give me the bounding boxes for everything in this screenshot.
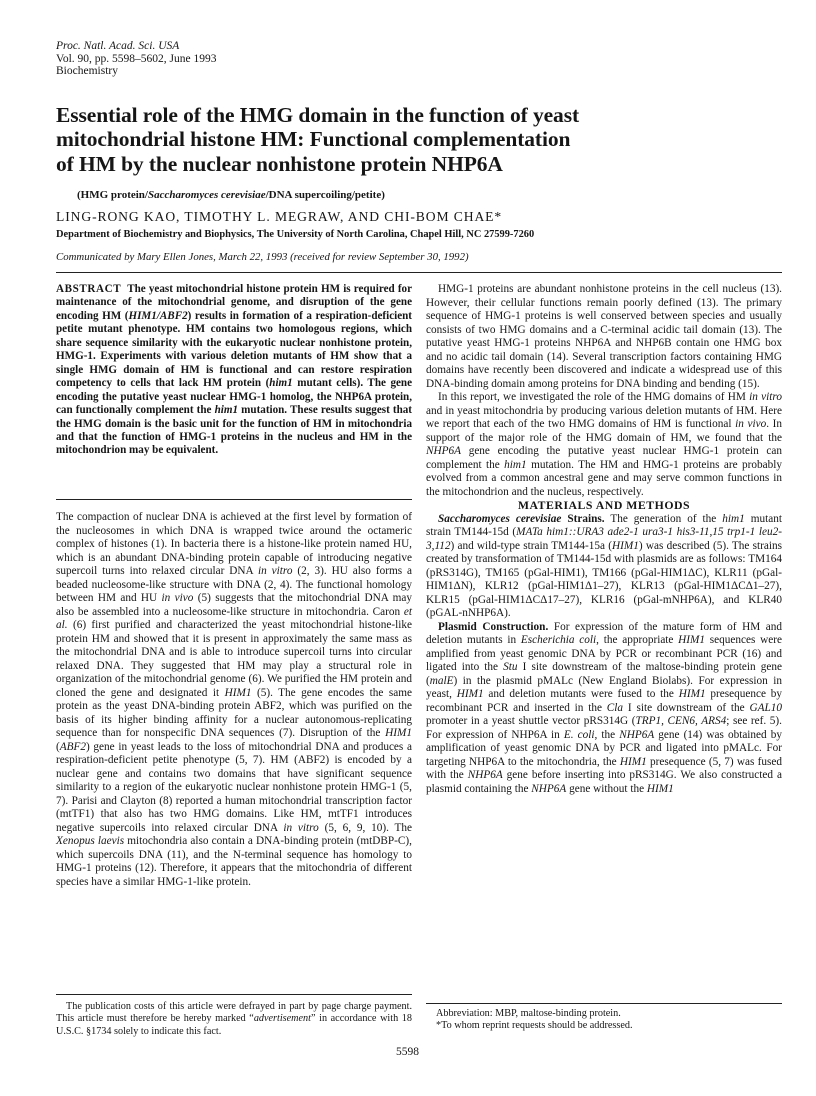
text-italic: HIM1	[646, 782, 674, 795]
text-run: The compaction of nuclear DNA is achieved at the first level by formation of the nucleosomes in which DNA is wrapped twice around the octameric complex of histones (1). In bacteria there is a histone-like protein named HU, which is an abundant DNA-binding protein capable of introducing negative supercoil turns into relaxed circular DNA	[56, 511, 412, 577]
abstract-text: ) results in formation of a respiration-deficient petite mutant phenotype. HM contains two homologous regions, which share sequence similarity with the eukaryotic nuclear nonhistone protein, HMG-1. Experiments with various deletion mutants of HM show that a single HMG domain of HM is functional and can restore respiration competency to cells that lack HM protein (	[56, 309, 413, 390]
text-run: ) was described (5). The strains created by transformation of TM144-15d with plasmids are as follows: TM164 (pRS314G), TM165 (pGal-HIM1), TM166 (pGal-HIM1ΔC), KLR11 (pGal-HIM1ΔN), KLR12 (pGal-HIM1Δ1–27), KLR13 (pGal-HIM1ΔCΔ1–27), KLR15 (pGal-HIM1ΔCΔ17–27), KLR16 (pGal-mNHP6A), and KLR40 (pGAL-nNHP6A).	[426, 539, 782, 619]
abstract-gene: HIM1/ABF2	[128, 309, 188, 322]
keywords-part: (HMG protein/	[77, 189, 148, 201]
text-italic: NHP6A	[619, 728, 655, 741]
text-run: For expression of the mature form of HM and deletion mutants in	[426, 620, 783, 646]
text-italic: NHP6A	[467, 769, 503, 781]
text-run: (2, 3). HU also forms a beaded nucleosome-like structure with DNA (2, 4). The functional homology between HM and HU	[56, 565, 412, 604]
text-italic: HIM1	[385, 727, 412, 739]
text-italic: Stu	[503, 661, 518, 673]
text-run: and in yeast mitochondria by producing various deletion mutants of HM. Here we report that each of the two HMG domains of HM is functional	[426, 404, 782, 430]
section-label: Biochemistry	[56, 65, 118, 78]
header-rule	[56, 272, 782, 273]
page-number: 5598	[396, 1046, 419, 1058]
text-run: sequences were amplified from yeast genomic DNA by PCR or recombinant PCR (16) and ligated into the	[426, 634, 782, 673]
text-run: I site downstream of the	[623, 701, 750, 714]
text-italic: in vitro	[257, 565, 293, 577]
journal-name: Proc. Natl. Acad. Sci. USA	[56, 40, 180, 52]
text-italic: malE	[429, 674, 454, 687]
text-run: (5) suggests that the mitochondrial DNA may also be assembled into a nucleosome-like structure in mitochondria. Caron	[56, 592, 413, 618]
abbreviation-note: Abbreviation: MBP, maltose-binding protein.	[436, 1008, 621, 1019]
text-italic: in vitro	[283, 821, 319, 834]
text-italic: HIM1	[678, 688, 706, 700]
authors: LING-RONG KAO, TIMOTHY L. MEGRAW, AND CHI-BOM CHAE*	[56, 209, 503, 224]
abstract-heading: ABSTRACT	[56, 283, 122, 295]
keywords-species: Saccharomyces cerevisiae	[147, 189, 266, 201]
abstract	[56, 283, 412, 458]
text-italic: Xenopus laevis	[56, 835, 125, 847]
text-italic: HIM1	[456, 688, 484, 700]
abstract-gene: him1	[214, 404, 239, 417]
text-run: In this report, we investigated the role of the HMG domains of HM	[438, 391, 750, 403]
intro-paragraph-3	[426, 391, 782, 499]
reprint-note: *To whom reprint requests should be addressed.	[436, 1020, 633, 1032]
text-italic: HIM1	[678, 634, 706, 646]
runin-italic: Saccharomyces cerevisiae	[438, 512, 562, 525]
abstract-text: The yeast mitochondrial histone protein HM is required for maintenance of the mitochondrial genome, and disruption of the gene encoding HM (	[56, 283, 412, 322]
text-run: gene (14) was obtained by amplification of yeast genomic DNA by PCR and ligated into pMALc. For targeting NHP6A to the mitochondria, the	[426, 728, 782, 768]
footnote-rule-left	[56, 994, 412, 995]
strains-paragraph	[426, 513, 782, 621]
methods-heading: MATERIALS AND METHODS	[517, 498, 691, 512]
footnote-rule-right	[426, 1003, 782, 1004]
page-charge-text	[56, 1001, 412, 1038]
page-charge-footnote	[56, 1001, 412, 1038]
text-italic: HIM1	[612, 539, 639, 552]
text-italic: ABF2	[59, 740, 86, 753]
text-run: (	[56, 740, 60, 753]
text-italic: E. coli	[563, 728, 595, 741]
text-run: , the	[594, 728, 620, 741]
text-run: gene before inserting into pRS314G. We also constructed a plasmid containing the	[426, 769, 782, 795]
text-run: (6) first purified and characterized the yeast mitochondrial histone-like protein HM and showed that it is present in approximately the same mass as the mitochondrial DNA and is able to introduce supercoil turns into circular relaxed DNA. They suggested that HM may play a structural role in organization of the mitochondrial genome (6). We purified the HM protein and cloned the gene and designated it	[56, 619, 412, 699]
text-italic: HIM1	[224, 686, 252, 699]
text-run: (5). The gene encodes the same protein as the yeast DNA-binding protein ABF2, which was purified on the basis of its higher binding affinity for a nuclear autonomous-replicating sequence than for nonspecific DNA sequences (7). Disruption of the	[56, 686, 412, 739]
text-run: promoter in a yeast shuttle vector pRS314G (	[426, 715, 636, 727]
text-italic: NHP6A	[531, 782, 567, 795]
keywords-part: /DNA supercoiling/petite)	[265, 189, 385, 201]
communicated-line: Communicated by Mary Ellen Jones, March 22, 1993 (received for review September 30, 1992)	[56, 251, 469, 263]
text-run: gene without the	[566, 782, 647, 795]
text-run: gene encoding the putative yeast nuclear HMG-1 protein can complement the	[426, 445, 782, 471]
title-line-2: mitochondrial histone HM: Functional complementation	[56, 127, 571, 152]
text-run: and deletion mutants were fused to the	[483, 688, 679, 700]
text-italic: MATa him1::URA3 ade2-1 ura3-1 his3-11,15 trp1-1 leu2-3,112	[426, 526, 782, 552]
text-italic: TRP1, CEN6, ARS4	[635, 715, 727, 727]
text-run: ) in the plasmid pMALc (New England Biolabs). For expression in yeast,	[426, 674, 782, 700]
text-run: The publication costs of this article were defrayed in part by page charge payment. This article must therefore be hereby marked “	[56, 1001, 412, 1025]
volume-line: Vol. 90, pp. 5598–5602, June 1993	[56, 52, 217, 65]
text-run: ; see ref. 5). For expression of NHP6A in	[426, 715, 782, 741]
text-run: . In support of the major role of the HMG domain of HM, we found that the	[426, 418, 782, 444]
article-title	[56, 103, 756, 176]
title-line-3: of HM by the nuclear nonhistone protein NHP6A	[56, 151, 503, 176]
column-right	[426, 283, 782, 796]
text-italic: et al.	[56, 605, 412, 631]
text-italic: advertisement	[253, 1013, 311, 1025]
plasmid-paragraph	[426, 621, 782, 797]
title-line-1: Essential role of the HMG domain in the function of yeast	[56, 103, 580, 127]
text-run: The generation of the	[604, 512, 723, 525]
text-run: ) gene in yeast leads to the loss of mitochondrial DNA and produces a respiration-deficient petite phenotype (5, 7). HM (ABF2) is encoded by a nuclear gene and contains two domains that have significant sequence similarity to a region of the eukaryotic nuclear nonhistone protein HMG-1 (5, 7). Parisi and Clayton (8) reported a human mitochondrial transcription factor (mtTF1) that also has two HMG domains. Like HM, mtTF1 introduces negative supercoils into relaxed circular DNA	[56, 740, 412, 834]
intro-column-left	[56, 511, 412, 889]
text-italic: HIM1	[619, 755, 647, 768]
text-run: mitochondria also contain a DNA-binding protein (mtDBP-C), which supercoils DNA (11), and the N-terminal sequence has homology to HMG-1 proteins (12). Therefore, it appears that the mitochondria of different species have a similar HMG-1-like protein.	[56, 835, 412, 888]
text-italic: Escherichia coli	[520, 634, 597, 646]
keywords	[77, 189, 385, 201]
abstract-rule	[56, 499, 412, 500]
text-run: mutant strain TM144-15d (	[426, 512, 782, 538]
intro-paragraph-1	[56, 511, 412, 889]
abstract-text: mutant cells). The gene encoding the putative yeast nuclear HMG-1 homolog, the NHP6A protein, can functionally complement the	[56, 377, 413, 417]
text-run: presequence by recombinant PCR and inserted in the	[426, 688, 782, 714]
text-italic: in vitro	[749, 391, 782, 403]
text-italic: him1	[504, 458, 527, 471]
text-run: mutation. The HM and HMG-1 proteins are probably evolved from a common ancestral gene and may serve common functions in the mitochondrion and the nucleus, respectively.	[426, 458, 782, 498]
runin-head: Strains.	[561, 512, 605, 525]
intro-paragraph-2: HMG-1 proteins are abundant nonhistone proteins in the cell nucleus (13). However, their cellular functions remain poorly defined (13). The primary sequence of HMG-1 proteins is well conserved between species and usually consists of two HMG domains and a C-terminal acidic tail domain (13). The putative yeast HMG-1 proteins NHP6A and NHP6B contain one HMG box and no acidic tail domain (14). Several transcription factors containing HMG domains have recently been discovered and indicate a widespread use of this DNA-binding domain among proteins for DNA binding and bending (15).	[426, 283, 782, 390]
text-italic: NHP6A	[426, 445, 461, 457]
text-run: ) and wild-type strain TM144-15a (	[450, 539, 613, 552]
text-italic: him1	[722, 512, 745, 525]
text-italic: Cla	[606, 701, 624, 714]
text-italic: in vivo	[161, 592, 194, 604]
text-run: presequence (5, 7) was fused with the	[426, 755, 782, 781]
affiliation: Department of Biochemistry and Biophysics, The University of North Carolina, Chapel Hill, NC 27599-7260	[56, 229, 535, 240]
right-footnotes	[426, 1008, 782, 1033]
text-italic: in vivo	[735, 418, 767, 430]
journal-header	[56, 40, 216, 78]
text-run: ” in accordance with 18 U.S.C. §1734 solely to indicate this fact.	[56, 1013, 412, 1037]
text-italic: GAL10	[749, 701, 782, 714]
runin-head: Plasmid Construction.	[438, 620, 549, 633]
text-run: I site downstream of the maltose-binding protein gene (	[426, 661, 783, 687]
text-run: (5, 6, 9, 10). The	[318, 821, 412, 834]
abstract-gene: him1	[269, 377, 293, 390]
text-run: , the appropriate	[596, 634, 679, 646]
abstract-text: mutation. These results suggest that the HMG domain is the basic unit for the function of HM in mitochondria and that the function of HMG-1 proteins in the nucleus and HM in the mitochondrion may be equivalent.	[56, 404, 412, 457]
